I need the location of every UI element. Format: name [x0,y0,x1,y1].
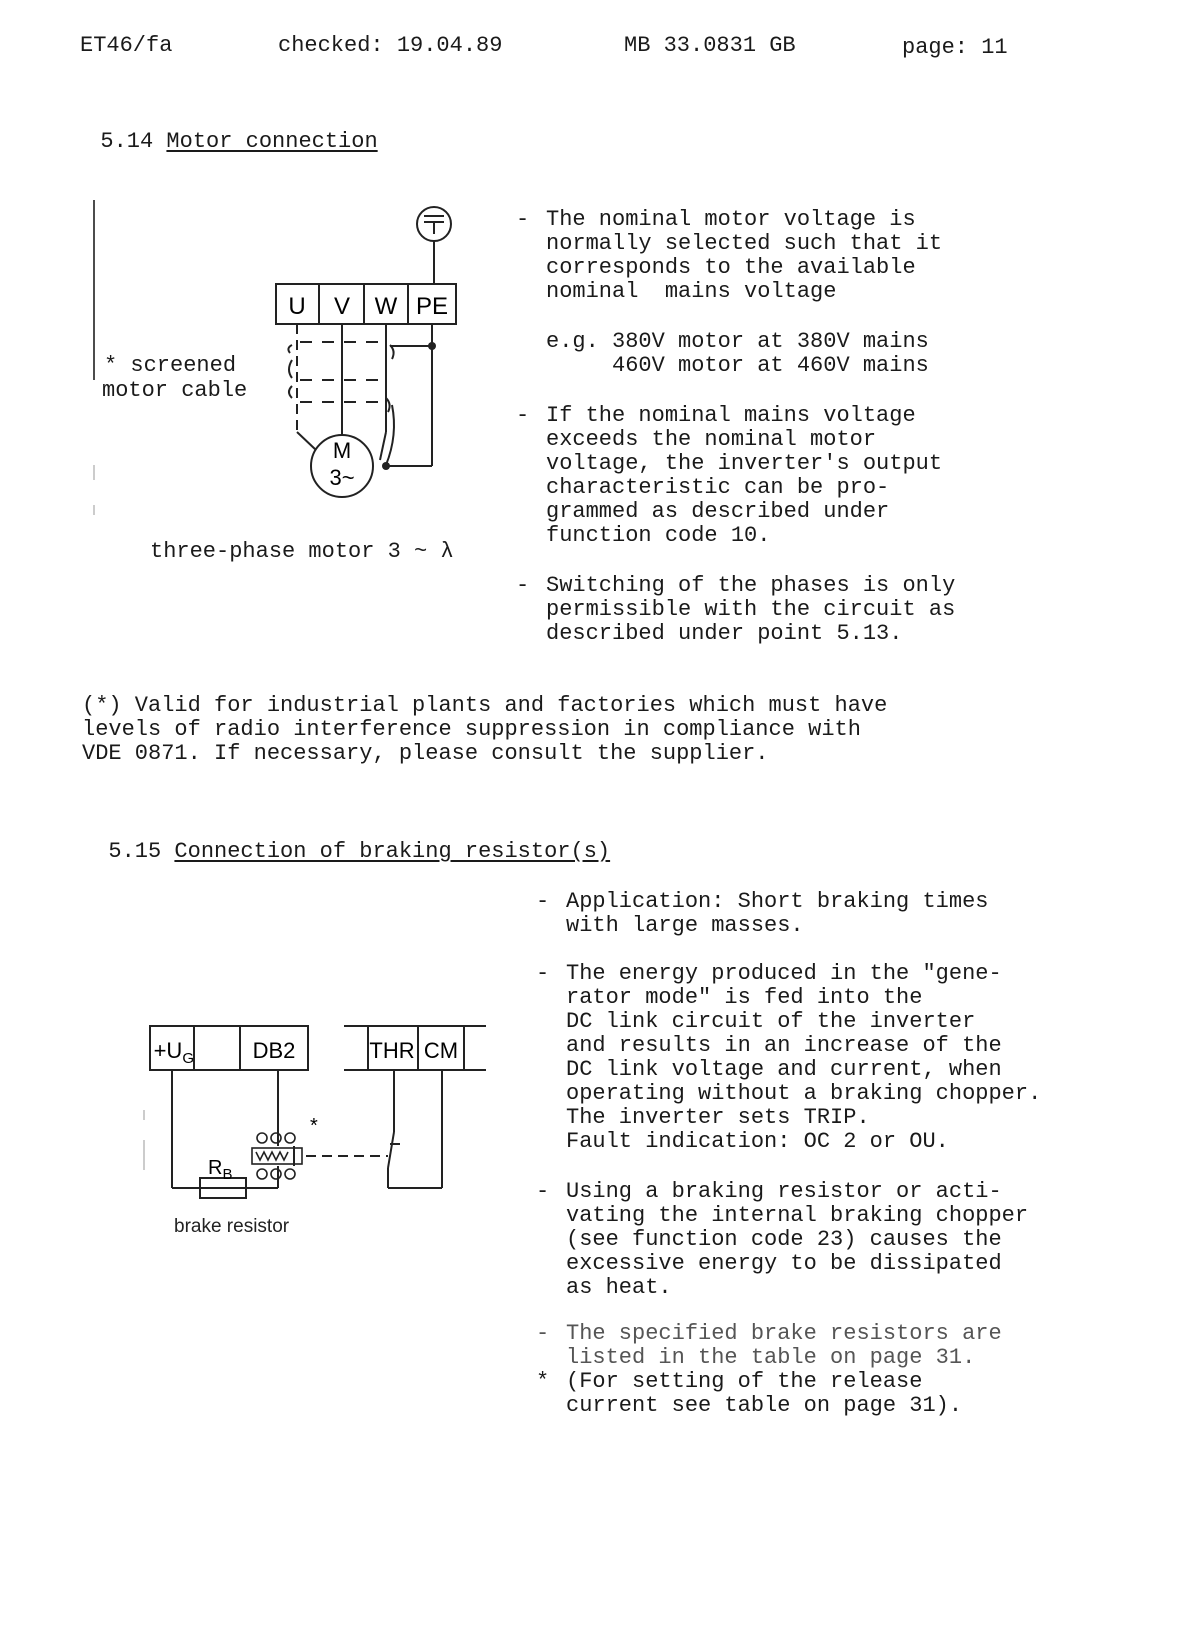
relay-star: * [310,1115,318,1137]
terminal-cm: CM [423,1038,459,1063]
interference-footnote: (*) Valid for industrial plants and factories which must have levels of radio interference suppression in compliance with VDE 0871. If necessary, please consult the supplier. [82,693,888,766]
header-checked-date: checked: 19.04.89 [278,33,503,58]
section-515-title: Connection of braking resistor(s) [174,839,611,864]
bullet-dash: - [536,961,550,986]
section-514-title: Motor connection [166,129,378,154]
bullet-text: (For setting of the release current see table on page 31). [566,1369,963,1418]
header-doc-id: ET46/fa [80,33,173,58]
motor-label: M [332,438,352,463]
rb-main: R [208,1157,223,1179]
brake-bullet-2 [536,961,1042,1154]
bullet-text: The nominal motor voltage is normally selected such that it corresponds to the available nominal mains voltage [546,207,943,304]
brake-bullet-star [536,1369,963,1442]
motor-terminal-block [276,284,456,324]
screened-cable-label: * screened [104,353,237,378]
bullet-text: The specified brake resistors are listed in the table on page 31. [566,1321,1002,1370]
bullet-text: e.g. 380V motor at 380V mains 460V motor at 460V mains [546,329,929,378]
terminal-u: U [288,293,306,320]
terminal-thr: THR [369,1038,415,1063]
resistor-rb-label [208,1157,232,1183]
bullet-dash: - [516,403,530,428]
bullet-dash: - [536,1179,550,1204]
section-514-number: 5.14 [100,129,154,154]
bullet-dash: - [536,1321,550,1346]
motor-cable-label: motor cable [102,378,248,403]
screened-cable [288,324,432,466]
header-reference: MB 33.0831 GB [624,33,796,58]
motor-phase-label: 3~ [329,465,355,490]
terminal-plus-ug [154,1038,194,1067]
bullet-text: Application: Short braking times with large masses. [566,889,989,938]
brake-bullet-1 [536,889,989,962]
header-page-number: page: 11 [902,35,1008,60]
motor-bullet-1 [516,207,943,304]
bullet-text: If the nominal mains voltage exceeds the nominal motor voltage, the inverter's output characteristic can be pro- grammed as described under function code 10. [546,403,943,548]
section-515-number: 5.15 [108,839,162,864]
bullet-text: Using a braking resistor or acti- vating the internal braking chopper (see function code 23) causes the excessive energy to be dissipated as heat. [566,1179,1029,1300]
three-phase-motor-caption: three-phase motor 3 ~ λ [150,539,454,564]
motor-bullet-example [516,329,929,402]
brake-resistor-caption: brake resistor [174,1216,290,1237]
terminal-v: V [333,293,351,320]
bullet-dash: - [536,889,550,914]
term-ug-main: +U [153,1038,183,1063]
motor-bullet-2 [516,403,943,548]
motor-bullet-3 [516,573,956,646]
bullet-dash: - [516,573,530,598]
terminal-pe: PE [415,293,449,320]
braking-resistor-diagram [136,1020,496,1230]
bullet-text: Switching of the phases is only permissible with the circuit as described under point 5.13. [546,573,956,646]
bullet-dash: - [516,207,530,232]
terminal-db2: DB2 [252,1038,296,1063]
pe-junction-dot [428,342,436,350]
brake-bullet-3 [536,1179,1029,1300]
bullet-star: * [536,1369,550,1394]
rb-subscript: B [222,1166,233,1183]
terminal-w: W [374,293,398,320]
bullet-text: The energy produced in the "gene- rator mode" is fed into the DC link circuit of the inverter and results in an increase of the DC link voltage and current, when operating without a braking chopper. The inverter sets TRIP. Fault indication: OC 2 or OU. [566,961,1042,1154]
term-ug-subscript: G [182,1050,194,1067]
section-514-heading [74,106,378,154]
motor-ground-dot [382,462,390,470]
section-515-heading [82,816,610,864]
motor-symbol [311,435,373,497]
earth-icon [417,207,451,284]
